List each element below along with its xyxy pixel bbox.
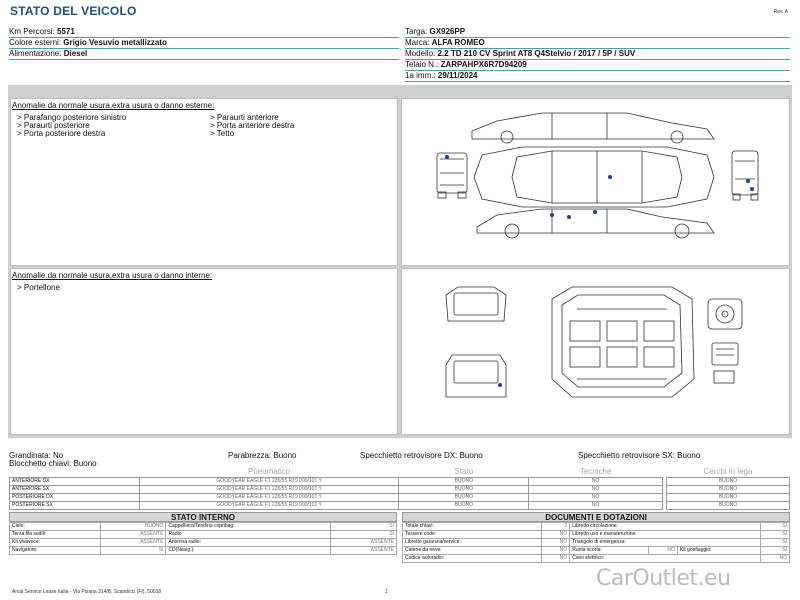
field-value: GX926PP <box>429 27 466 36</box>
table-row <box>403 555 790 563</box>
damage-marker <box>593 210 597 214</box>
external-damage-heading: Anomalie da normale usura,extra usura o danno esterne: <box>12 101 215 110</box>
damage-marker <box>567 215 571 219</box>
field-value: Grigio Vesuvio metallizzato <box>63 38 167 47</box>
item-value: SI <box>761 539 790 547</box>
internal-damage-panel <box>10 268 398 435</box>
alloy-state: BUONO <box>667 493 790 501</box>
tyre-position: POSTERIORE SX <box>10 501 140 509</box>
key-block-status: Blocchetto chiavi: Buono <box>9 459 97 468</box>
separator-band <box>8 85 792 95</box>
table-row <box>403 531 790 539</box>
item-value: ASSENTE <box>331 547 397 555</box>
item-label: Libretto uso e manutenzione: <box>570 531 761 539</box>
tyres-table <box>9 467 663 510</box>
tyre-position: POSTERIORE DX <box>10 493 140 501</box>
tyres-header: Stato <box>399 467 529 477</box>
table-row <box>667 485 790 493</box>
footer-page-number: 1 <box>385 589 388 595</box>
internal-diagram-panel <box>401 268 790 435</box>
item-value: 2 <box>541 523 569 531</box>
alloy-table <box>666 467 790 510</box>
tyre-state: BUONO <box>399 477 529 485</box>
external-damage-col2 <box>210 114 294 138</box>
field-label: 1a imm.: <box>405 71 438 80</box>
item-label: Kit vivavoce: <box>10 539 101 547</box>
damage-item: > Tetto <box>210 129 235 138</box>
tyre-model: GOODYEAR EAGLE F1 235/55 R19 000/101 Y <box>139 493 399 501</box>
grandinata-status: Grandinata: No <box>9 451 64 460</box>
damage-item: > Paraurti anteriore <box>210 113 279 122</box>
alloy-state: BUONO <box>667 477 790 485</box>
field-value: 2.2 TD 210 CV Sprint AT8 Q4Stelvio / 2017 / 5P / SUV <box>437 49 636 58</box>
item-label: Navigatore: <box>10 547 101 555</box>
item-label: Libretto circolazione: <box>570 523 761 531</box>
damage-item: > Paraurti posteriore <box>17 121 90 130</box>
item-value: ASSENTE <box>100 531 166 539</box>
tyres-header: Pneumatico <box>139 467 399 477</box>
parabrezza-status: Parabrezza: Buono <box>228 451 297 460</box>
item-value: SI <box>331 523 397 531</box>
item-label: Triangolo di emergenza: <box>570 539 761 547</box>
damage-marker <box>608 175 612 179</box>
damage-marker <box>498 383 502 387</box>
table-row <box>10 523 397 531</box>
item-value: ASSENTE <box>331 539 397 547</box>
tyre-tech: NO <box>529 485 663 493</box>
tyre-state: BUONO <box>399 485 529 493</box>
field-value: 29/11/2024 <box>437 71 478 80</box>
footer-company: Arval Service Lease Italia - Via Pisana 314/B, Scandicci (FI), 50018 <box>12 589 162 595</box>
internal-state-box <box>9 512 397 555</box>
alloy-state: BUONO <box>667 485 790 493</box>
external-damage-panel <box>10 98 398 266</box>
mirror-dx-status: Specchietto retrovisore DX: Buono <box>360 451 483 460</box>
field-value: ALFA ROMEO <box>431 38 485 47</box>
revision-label: Rev. A <box>773 9 788 15</box>
tyre-state: BUONO <box>399 501 529 509</box>
item-value: BUONO <box>100 523 166 531</box>
watermark-logo: CarOutlet.eu <box>596 566 731 591</box>
item-value: NO <box>541 555 569 563</box>
table-row <box>667 501 790 509</box>
tyre-position: ANTERIORE SX <box>10 485 140 493</box>
table-row <box>667 493 790 501</box>
table-row <box>403 547 790 555</box>
table-row <box>10 493 663 501</box>
documents-table <box>402 522 790 563</box>
item-label: Cappelliera/Tendina copribag: <box>166 523 331 531</box>
external-damage-col1 <box>17 114 126 138</box>
registration-field <box>405 70 790 82</box>
item-label: Cavo elettrico: <box>570 555 761 563</box>
item-value: SI <box>761 531 790 539</box>
tyre-tech: NO <box>529 477 663 485</box>
item-label: Kit gonfiaggio: <box>677 547 761 555</box>
tyre-model: GOODYEAR EAGLE F1 235/55 R19 000/101 Y <box>139 485 399 493</box>
table-row <box>403 523 790 531</box>
damage-marker <box>550 213 554 217</box>
table-row <box>10 539 397 547</box>
internal-damage-heading: Anomalie da normale usura,extra usura o danno interne: <box>12 271 213 280</box>
table-row <box>10 477 663 485</box>
item-value: NO <box>541 539 569 547</box>
item-value: SI <box>331 531 397 539</box>
item-value: NO <box>649 547 677 555</box>
field-label: Colore esterni: <box>9 38 64 47</box>
tyre-position: ANTERIORE DX <box>10 477 140 485</box>
damage-item: > Porta anteriore destra <box>210 121 295 130</box>
internal-damage-col1 <box>17 284 60 292</box>
tyres-header-row <box>10 467 663 477</box>
field-value: Diesel <box>63 49 88 58</box>
field-label: Modello: <box>405 49 438 58</box>
field-label: Marca: <box>405 38 432 47</box>
item-value: ASSENTE <box>100 539 166 547</box>
field-value: ZARPAHPX6R7D94209 <box>440 60 527 69</box>
item-value: NO <box>761 555 790 563</box>
table-row <box>10 485 663 493</box>
tyre-model: GOODYEAR EAGLE F1 235/55 R19 000/101 Y <box>139 477 399 485</box>
item-label: Catene da neve: <box>403 547 542 555</box>
table-row <box>10 531 397 539</box>
damage-marker <box>750 187 754 191</box>
damage-item: > Parafango posteriore sinistro <box>17 113 127 122</box>
item-label: Codice autoradio: <box>403 555 542 563</box>
internal-state-title: STATO INTERNO <box>9 512 397 522</box>
field-label: Alimentazione: <box>9 49 64 58</box>
external-diagram-panel <box>401 98 790 266</box>
table-row <box>10 501 663 509</box>
field-label: Km Percorsi: <box>9 27 58 36</box>
table-row <box>403 539 790 547</box>
item-label: CD(Navig.): <box>166 547 331 555</box>
damage-marker <box>746 179 750 183</box>
item-value: NO <box>541 531 569 539</box>
item-value: SI <box>761 523 790 531</box>
tyres-header: Tecniche <box>529 467 663 477</box>
table-row <box>10 547 397 555</box>
item-value: SI <box>761 547 790 555</box>
item-value: NO <box>541 547 569 555</box>
field-value: 5571 <box>57 27 75 36</box>
alloy-state: BUONO <box>667 501 790 509</box>
item-label: Cielo: <box>10 523 101 531</box>
item-label: Terza fila sedili: <box>10 531 101 539</box>
page-title: STATO DEL VEICOLO <box>10 4 137 18</box>
car-exterior-diagram <box>402 99 791 267</box>
damage-item: > Portellone <box>17 283 60 292</box>
table-row <box>667 477 790 485</box>
item-label: Ruota scorta: <box>570 547 649 555</box>
damage-item: > Porta posteriore destra <box>17 129 106 138</box>
tyre-state: BUONO <box>399 493 529 501</box>
car-interior-diagram <box>402 269 791 436</box>
mirror-sx-status: Specchietto retrovisore SX: Buono <box>578 451 701 460</box>
tyre-model: GOODYEAR EAGLE F1 235/55 R19 000/101 Y <box>139 501 399 509</box>
item-label: Totale chiavi: <box>403 523 542 531</box>
tyre-tech: NO <box>529 501 663 509</box>
item-label: Antenna radio: <box>166 539 331 547</box>
field-label: Targa: <box>405 27 430 36</box>
fuel-field <box>9 48 399 60</box>
item-label: Libretto garanzia/service: <box>403 539 542 547</box>
item-label: Radio: <box>166 531 331 539</box>
documents-title: DOCUMENTI E DOTAZIONI <box>402 512 790 522</box>
item-value: SI <box>100 547 166 555</box>
documents-box <box>402 512 790 563</box>
field-label: Telaio N.: <box>405 60 441 69</box>
damage-marker <box>445 155 449 159</box>
item-label: Tessere code: <box>403 531 542 539</box>
alloy-header: Cerchi in lega <box>667 467 790 477</box>
tyre-tech: NO <box>529 493 663 501</box>
internal-state-table <box>9 522 397 555</box>
